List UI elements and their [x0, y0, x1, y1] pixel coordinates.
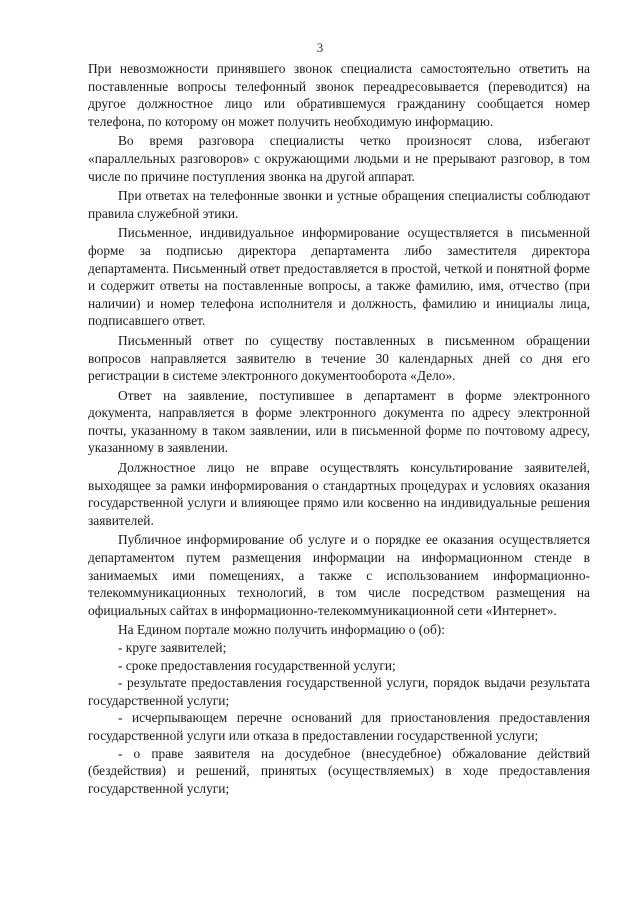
body-text [88, 60, 590, 797]
list-item: - круге заявителей; [118, 640, 227, 655]
page-number: 3 [316, 40, 324, 55]
list-item: - о праве заявителя на досудебное (внесудебное) обжалование действий (бездействия) и решений, принятых (осуществляемых) в ходе предоставления государственной услуги; [88, 745, 590, 796]
paragraph: При невозможности принявшего звонок специалиста самостоятельно ответить на поставленные вопросы телефонный звонок переадресовывается (переводится) на другое должностное лицо или обратившемуся гражданину сообщается номер телефона, по которому он может получить необходимую информацию. [88, 61, 590, 129]
list-item: - сроке предоставления государственной услуги; [118, 657, 396, 673]
list-item: - исчерпывающем перечне оснований для приостановления предоставления государственной услуги или отказа в предоставлении государственной услуги; [88, 710, 590, 743]
list-item: - результате предоставления государственной услуги, порядок выдачи результата государственной услуги; [88, 675, 590, 708]
paragraph: Письменный ответ по существу поставленных в письменном обращении вопросов направляется заявителю в течение 30 календарных дней со дня его регистрации в системе электронного документооборота «Дело». [88, 332, 590, 384]
paragraph: Во время разговора специалисты четко произносят слова, избегают «параллельных разговоров» с окружающими людьми и не прерывают разговор, в том числе по причине поступления звонка на другой аппарат. [88, 133, 590, 184]
paragraph: Публичное информирование об услуге и о порядке ее оказания осуществляется департаментом путем размещения информации на информационном стенде в занимаемых ими помещениях, а также с использованием информационно-телекоммуникационных технологий, в том числе посредством размещения на официальных сайтах в информационно-телекоммуникационной сети «Интернет». [88, 532, 590, 618]
paragraph: Ответ на заявление, поступившее в департамент в форме электронного документа, направляется в форме электронного документа по адресу электронной почты, указанному в таком заявлении, или в письменной форме по почтовому адресу, указанному в заявлении. [88, 387, 590, 456]
paragraph: Письменное, индивидуальное информирование осуществляется в письменной форме за подписью директора департамента либо заместителя директора департамента. Письменный ответ предоставляется в простой, четкой и понятной форме и содержит ответы на поставленные вопросы, а также фамилию, имя, отчество (при наличии) и номер телефона исполнителя и должность, фамилию и инициалы лица, подписавшего ответ. [88, 225, 590, 329]
paragraph: На Едином портале можно получить информацию о (об): [118, 622, 445, 638]
paragraph: При ответах на телефонные звонки и устные обращения специалисты соблюдают правила служебной этики. [88, 188, 590, 221]
paragraph: Должностное лицо не вправе осуществлять консультирование заявителей, выходящее за рамки информирования о стандартных процедурах и условиях оказания государственной услуги и влияющее прямо или косвенно на индивидуальные решения заявителей. [88, 460, 590, 528]
